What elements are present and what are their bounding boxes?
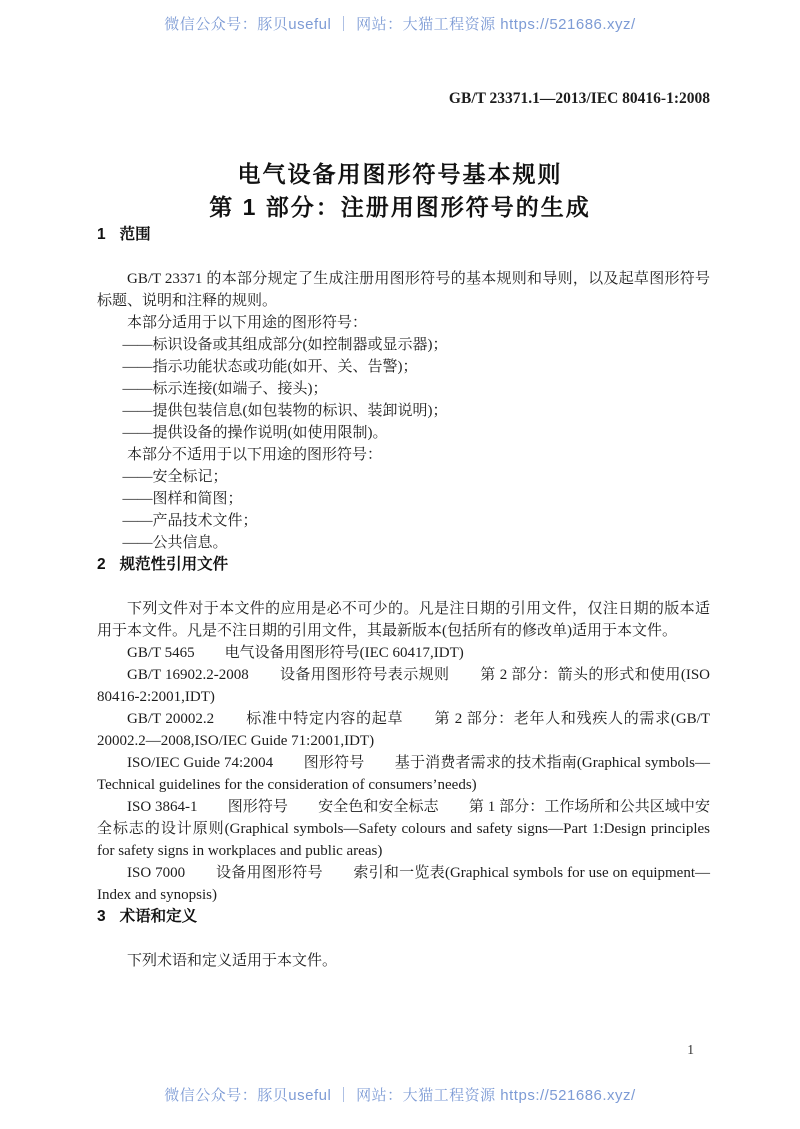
- section-terms-definitions: [97, 906, 710, 972]
- reference-entry: ISO 3864-1 图形符号 安全色和安全标志 第 1 部分：工作场所和公共区域中安全标志的设计原则(Graphical symbols—Safety colours and safety signs—Part 1:Design principles for safety signs in workplaces and public areas): [97, 799, 710, 859]
- list-item: ——提供设备的操作说明(如使用限制)。: [122, 425, 388, 441]
- reference-entry: GB/T 16902.2-2008 设备用图形符号表示规则 第 2 部分：箭头的形式和使用(ISO 80416-2:2001,IDT): [97, 667, 710, 705]
- list-item: ——指示功能状态或功能(如开、关、告警)；: [122, 359, 418, 375]
- section-normative-references: [97, 554, 710, 906]
- document-body: [0, 224, 800, 972]
- section-2-number: 2: [97, 556, 106, 573]
- section-scope: [97, 224, 710, 554]
- section-1-number: 1: [97, 226, 106, 243]
- list-item: ——公共信息。: [122, 535, 228, 551]
- section-1-heading: [97, 224, 710, 246]
- reference-entry: ISO/IEC Guide 74:2004 图形符号 基于消费者需求的技术指南(Graphical symbols—Technical guidelines for the consideration of consumers’needs): [97, 755, 710, 793]
- list-item: ——标示连接(如端子、接头)；: [122, 381, 328, 397]
- reference-entry: GB/T 5465 电气设备用图形符号(IEC 60417,IDT): [127, 645, 464, 661]
- footer-watermark-text: 微信公众号：豚贝useful ｜ 网站：大猫工程资源 https://521686.xyz/: [164, 1087, 636, 1104]
- reference-entry: ISO 7000 设备用图形符号 索引和一览表(Graphical symbols for use on equipment—Index and synopsis): [97, 865, 710, 903]
- section-2-title: 规范性引用文件: [119, 556, 229, 573]
- paragraph: 本部分不适用于以下用途的图形符号：: [127, 447, 383, 463]
- reference-entry: GB/T 20002.2 标准中特定内容的起草 第 2 部分：老年人和残疾人的需求(GB/T 20002.2—2008,ISO/IEC Guide 71:2001,IDT): [97, 711, 710, 749]
- list-item: ——图样和简图；: [122, 491, 243, 507]
- header-watermark-text: 微信公众号：豚贝useful ｜ 网站：大猫工程资源 https://521686.xyz/: [164, 16, 636, 33]
- list-item: ——产品技术文件；: [122, 513, 258, 529]
- section-3-title: 术语和定义: [119, 908, 198, 925]
- document-title-line2: 第 1 部分：注册用图形符号的生成: [209, 194, 591, 220]
- list-item: ——标识设备或其组成部分(如控制器或显示器)；: [122, 337, 448, 353]
- paragraph: 下列术语和定义适用于本文件。: [127, 953, 338, 969]
- list-item: ——提供包装信息(如包装物的标识、装卸说明)；: [122, 403, 448, 419]
- section-3-number: 3: [97, 908, 106, 925]
- paragraph: GB/T 23371 的本部分规定了生成注册用图形符号的基本规则和导则，以及起草图形符号标题、说明和注释的规则。: [97, 271, 710, 309]
- section-1-title: 范围: [119, 226, 151, 243]
- section-2-heading: [97, 554, 710, 576]
- document-title-line1: 电气设备用图形符号基本规则: [237, 161, 563, 187]
- section-3-heading: [97, 906, 710, 928]
- paragraph: 本部分适用于以下用途的图形符号：: [127, 315, 368, 331]
- standard-code: GB/T 23371.1—2013/IEC 80416-1:2008: [448, 90, 710, 107]
- document-title: [0, 158, 800, 224]
- paragraph: 下列文件对于本文件的应用是必不可少的。凡是注日期的引用文件，仅注日期的版本适用于本文件。凡是不注日期的引用文件，其最新版本(包括所有的修改单)适用于本文件。: [97, 601, 710, 639]
- page-number: 1: [687, 1042, 694, 1057]
- list-item: ——安全标记；: [122, 469, 228, 485]
